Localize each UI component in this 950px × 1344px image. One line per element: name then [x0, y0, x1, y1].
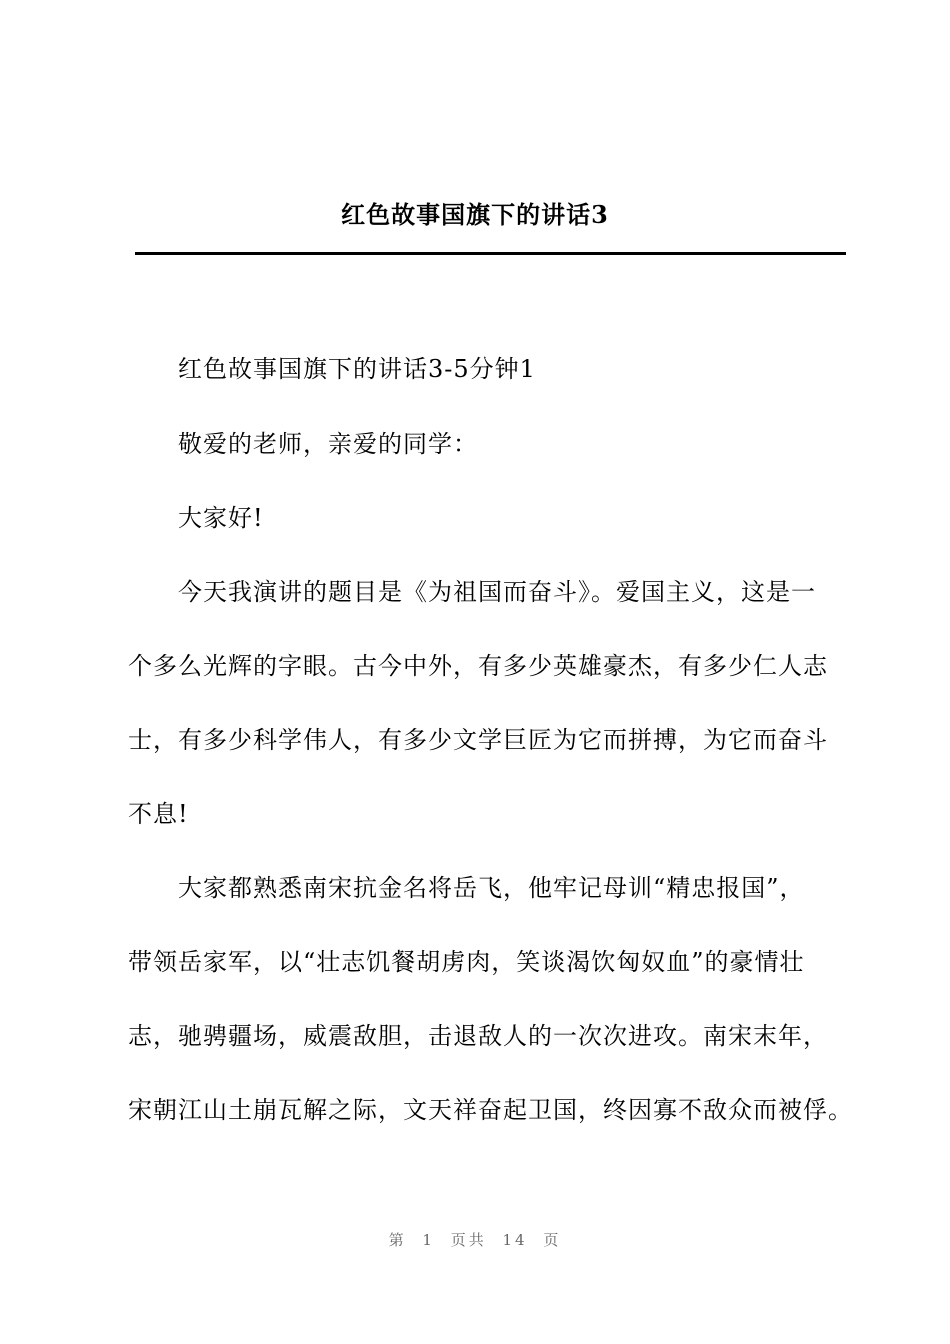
subtitle-line: 红色故事国旗下的讲话3-5分钟1 [178, 355, 536, 383]
salutation-line: 大家好! [178, 504, 264, 532]
greeting-line: 敬爱的老师，亲爱的同学： [178, 430, 478, 458]
paragraph-line: 个多么光辉的字眼。古今中外，有多少英雄豪杰，有多少仁人志 [128, 652, 828, 680]
paragraph-line: 不息! [128, 800, 189, 828]
paragraph-line: 士，有多少科学伟人，有多少文学巨匠为它而拼搏，为它而奋斗 [128, 726, 828, 754]
document-title: 红色故事国旗下的讲话3 [341, 200, 609, 229]
title-divider [135, 252, 846, 255]
paragraph-line: 大家都熟悉南宋抗金名将岳飞，他牢记母训“精忠报国”， [178, 874, 805, 902]
paragraph-line: 宋朝江山土崩瓦解之际，文天祥奋起卫国，终因寡不敌众而被俘。 [128, 1096, 853, 1124]
paragraph-line: 今天我演讲的题目是《为祖国而奋斗》。爱国主义，这是一 [178, 578, 816, 606]
paragraph-line: 带领岳家军，以“壮志饥餐胡虏肉，笑谈渴饮匈奴血”的豪情壮 [128, 948, 805, 976]
page-number: 第 1 页共 14 页 [388, 1231, 562, 1249]
paragraph-line: 志，驰骋疆场，威震敌胆，击退敌人的一次次进攻。南宋末年， [128, 1022, 828, 1050]
